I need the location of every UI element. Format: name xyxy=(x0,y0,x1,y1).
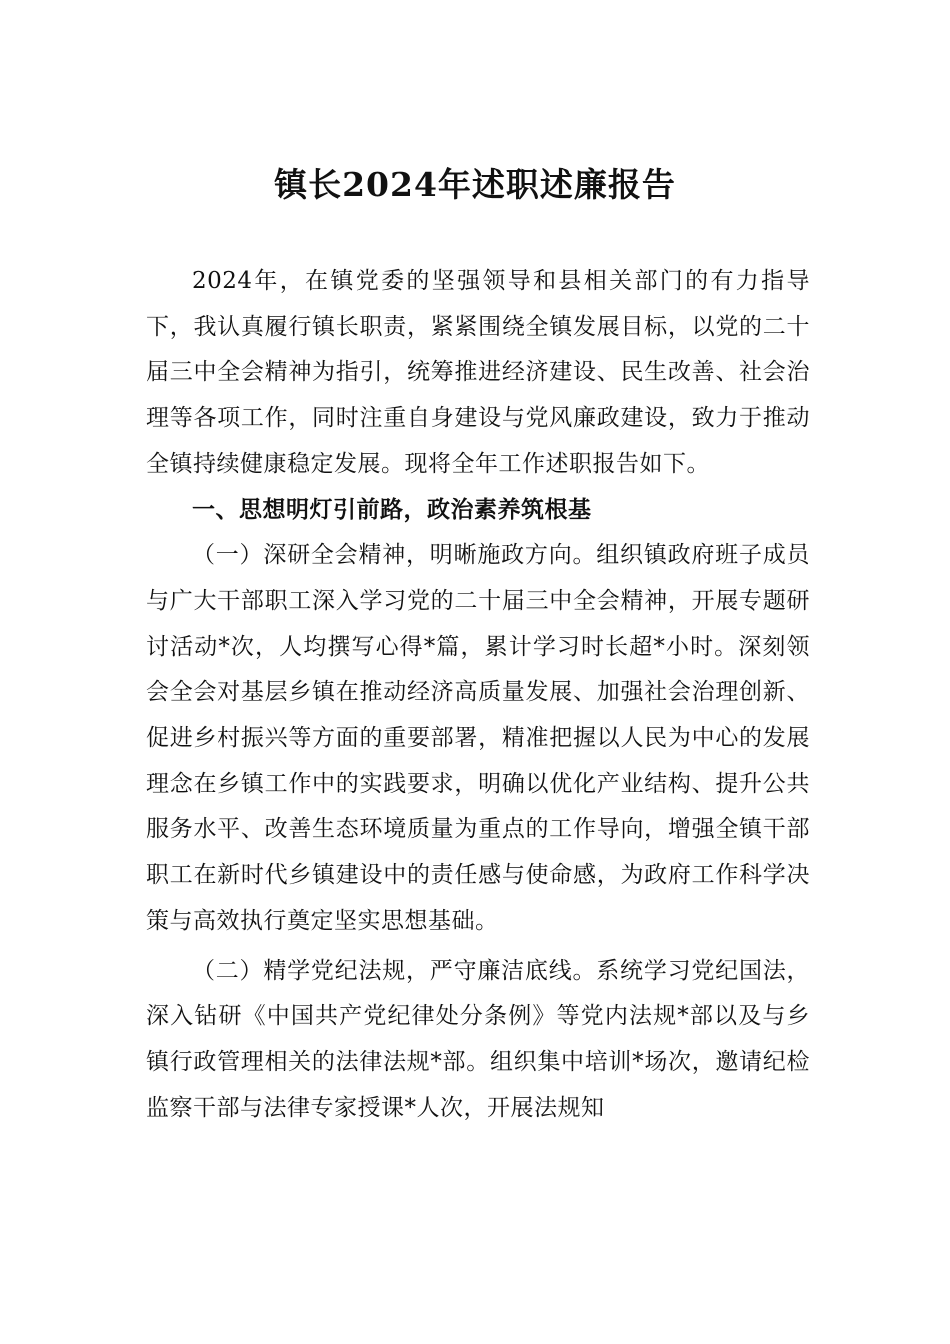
section1-item1-text: 组织镇政府班子成员与广大干部职工深入学习党的二十届三中全会精神，开展专题研讨活动*次，人均撰写心得*篇，累计学习时长超*小时。深刻领会全会对基层乡镇在推动经济高质量发展、加强社会治理创新、促进乡村振兴等方面的重要部署，精准把握以人民为中心的发展理念在乡镇工作中的实践要求，明确以优化产业结构、提升公共服务水平、改善生态环境质量为重点的工作导向，增强全镇干部职工在新时代乡镇建设中的责任感与使命感，为政府工作科学决策与高效执行奠定坚实思想基础。 xyxy=(146,542,811,934)
section1-item2-text: 系统学习党纪国法，深入钻研《中国共产党纪律处分条例》等党内法规*部以及与乡镇行政管理相关的法律法规*部。组织集中培训*场次，邀请纪检监察干部与法律专家授课*人次，开展法规知 xyxy=(146,957,811,1121)
section1-item2-lead: （二）精学党纪法规，严守廉洁底线。 xyxy=(192,957,597,984)
section1-item1-lead: （一）深研全会精神，明晰施政方向。 xyxy=(192,542,597,569)
section1-item1-paragraph xyxy=(146,533,810,944)
document-body xyxy=(146,259,810,1131)
intro-paragraph: 2024年，在镇党委的坚强领导和县相关部门的有力指导下，我认真履行镇长职责，紧紧围绕全镇发展目标，以党的二十届三中全会精神为指引，统筹推进经济建设、民生改善、社会治理等各项工作，同时注重自身建设与党风廉政建设，致力于推动全镇持续健康稳定发展。现将全年工作述职报告如下。 xyxy=(146,268,810,477)
document-title: 镇长2024年述职述廉报告 xyxy=(274,165,676,204)
section1-item2-paragraph xyxy=(146,949,810,1132)
section-heading-1: 一、思想明灯引前路，政治素养筑根基 xyxy=(192,496,592,523)
